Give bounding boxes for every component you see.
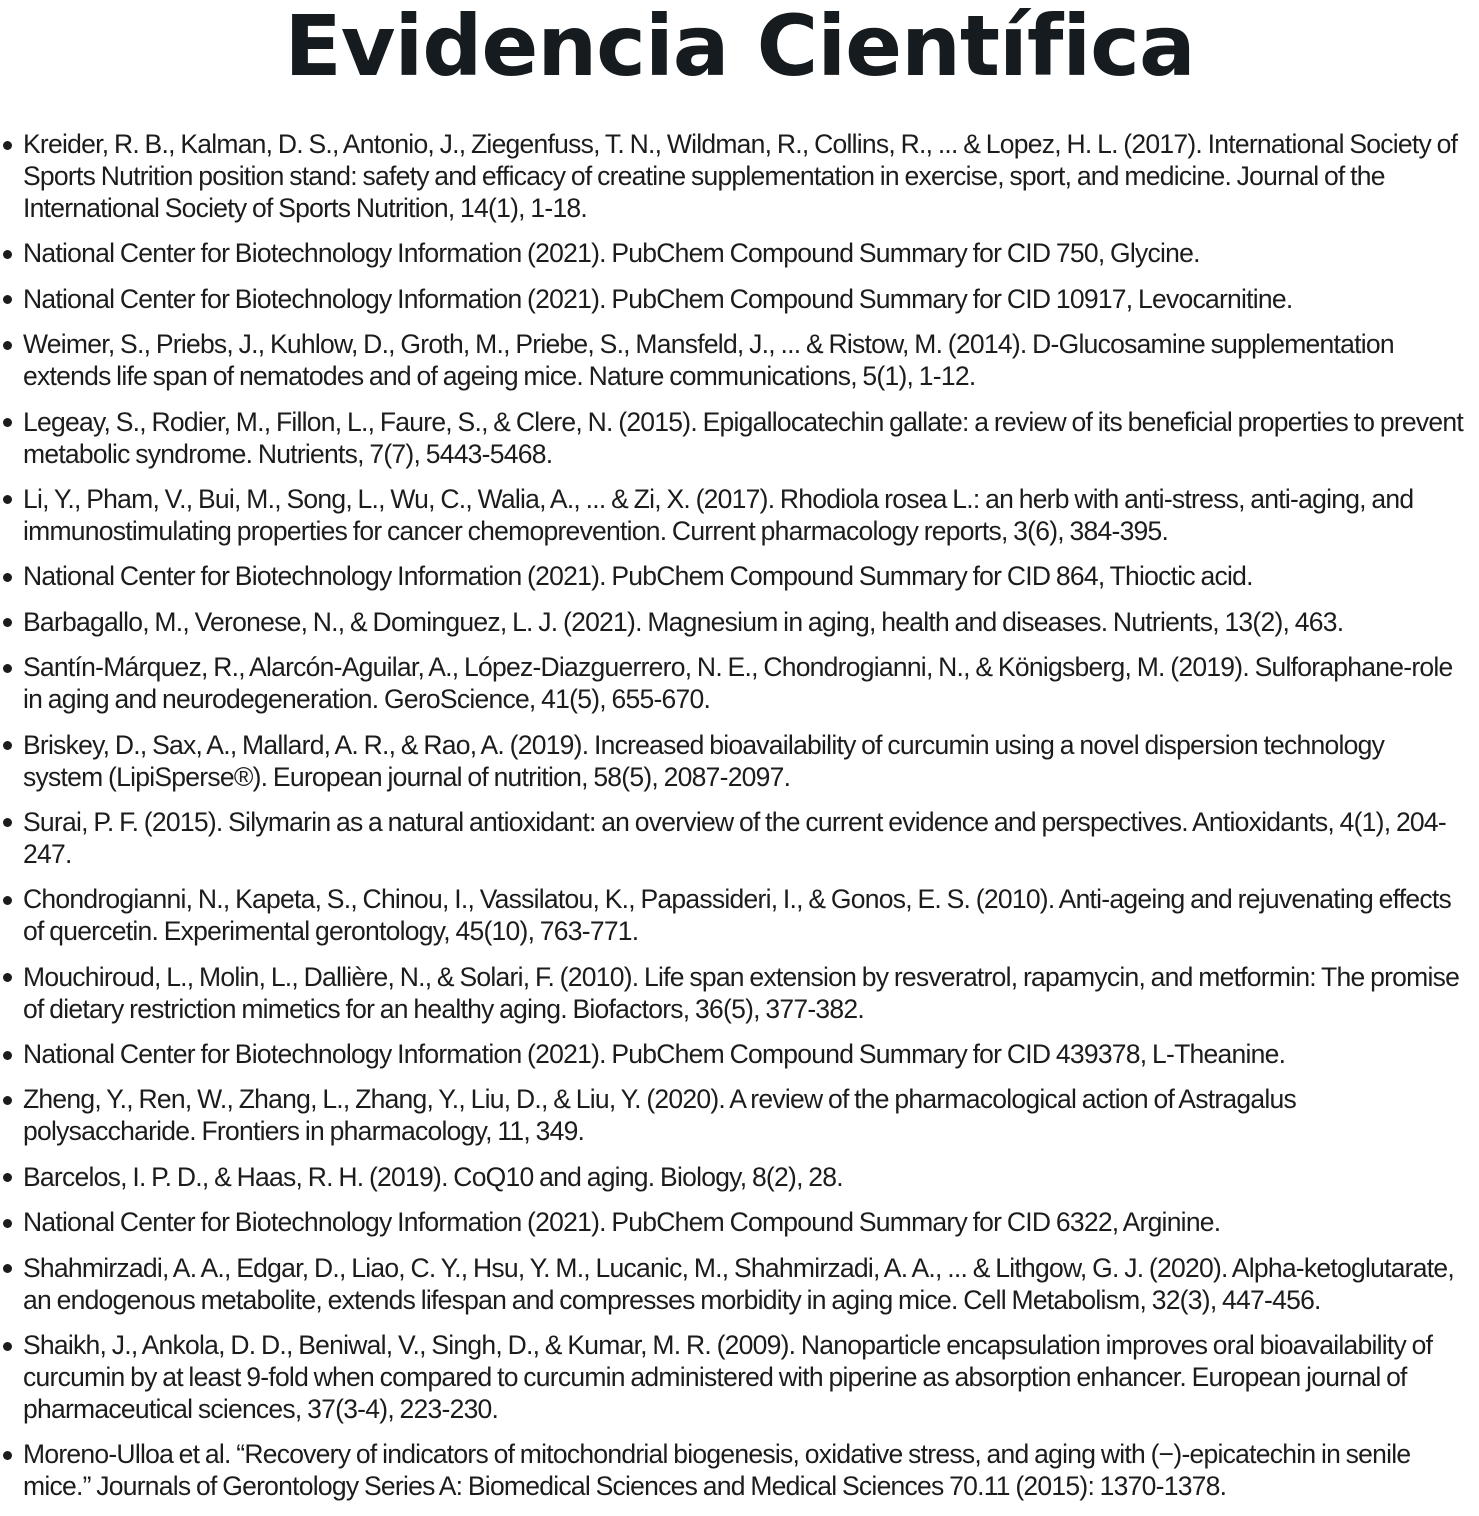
- reference-item: [0, 606, 1466, 638]
- reference-text: Santín-Márquez, R., Alarcón-Aguilar, A., López-Diazguerrero, N. E., Chondrogianni, N., & Königsberg, M. (2019). Sulforaphane-role in aging and neurodegeneration. GeroScience, 41(5), 655-670.: [23, 652, 1453, 715]
- reference-item: [0, 328, 1466, 392]
- reference-item: [0, 560, 1466, 592]
- bullet-icon: [3, 1219, 12, 1228]
- reference-text: National Center for Biotechnology Information (2021). PubChem Compound Summary for CID 6322, Arginine.: [23, 1207, 1221, 1238]
- bullet-icon: [3, 295, 12, 304]
- bullet-icon: [3, 1342, 12, 1351]
- reference-text: Kreider, R. B., Kalman, D. S., Antonio, J., Ziegenfuss, T. N., Wildman, R., Collins, R., ... & Lopez, H. L. (2017). International Society of Sports Nutrition position stand: safety and efficacy of creatine supplementation in exercise, sport, and medicine. Journal of the International Society of Sports Nutrition, 14(1), 1-18.: [23, 129, 1458, 223]
- reference-item: [0, 1329, 1466, 1425]
- reference-item: [0, 406, 1466, 470]
- reference-text: Barcelos, I. P. D., & Haas, R. H. (2019). CoQ10 and aging. Biology, 8(2), 28.: [23, 1161, 843, 1192]
- reference-item: [0, 1161, 1466, 1193]
- bullet-icon: [3, 1451, 12, 1460]
- bullet-icon: [3, 896, 12, 905]
- bullet-icon: [3, 495, 12, 504]
- reference-text: National Center for Biotechnology Information (2021). PubChem Compound Summary for CID 750, Glycine.: [23, 238, 1200, 269]
- reference-text: Moreno-Ulloa et al. “Recovery of indicators of mitochondrial biogenesis, oxidative stress, and aging with (−)-epicatechin in senile mice.” Journals of Gerontology Series A: Biomedical Sciences and Medical Sciences 70.11 (2015): 1370-1378.: [23, 1439, 1411, 1502]
- bullet-icon: [3, 973, 12, 982]
- bullet-icon: [3, 1264, 12, 1273]
- reference-text: Zheng, Y., Ren, W., Zhang, L., Zhang, Y., Liu, D., & Liu, Y. (2020). A review of the pharmacological action of Astragalus polysaccharide. Frontiers in pharmacology, 11, 349.: [23, 1084, 1296, 1147]
- reference-text: Mouchiroud, L., Molin, L., Dallière, N., & Solari, F. (2010). Life span extension by resveratrol, rapamycin, and metformin: The promise of dietary restriction mimetics for an healthy aging. Biofactors, 36(5), 377-382.: [23, 961, 1460, 1024]
- reference-item: [0, 1038, 1466, 1070]
- reference-text: Legeay, S., Rodier, M., Fillon, L., Faure, S., & Clere, N. (2015). Epigallocatechin gallate: a review of its beneficial properties to prevent metabolic syndrome. Nutrients, 7(7), 5443-5468.: [23, 406, 1463, 469]
- bullet-icon: [3, 1096, 12, 1105]
- page-title: Evidencia Científica: [284, 0, 1195, 95]
- reference-text: Shaikh, J., Ankola, D. D., Beniwal, V., Singh, D., & Kumar, M. R. (2009). Nanoparticle encapsulation improves oral bioavailability of curcumin by at least 9-fold when compared to curcumin administered with piperine as absorption enhancer. European journal of pharmaceutical sciences, 37(3-4), 223-230.: [23, 1330, 1433, 1425]
- reference-item: [0, 1206, 1466, 1238]
- reference-item: [0, 483, 1466, 547]
- reference-item: [0, 1438, 1466, 1502]
- reference-item: [0, 651, 1466, 715]
- reference-text: National Center for Biotechnology Information (2021). PubChem Compound Summary for CID 10917, Levocarnitine.: [23, 283, 1293, 314]
- reference-item: [0, 883, 1466, 947]
- bullet-icon: [3, 341, 12, 350]
- reference-text: Barbagallo, M., Veronese, N., & Dominguez, L. J. (2021). Magnesium in aging, health and diseases. Nutrients, 13(2), 463.: [23, 606, 1344, 637]
- reference-text: Surai, P. F. (2015). Silymarin as a natural antioxidant: an overview of the current evidence and perspectives. Antioxidants, 4(1), 204-247.: [23, 806, 1446, 869]
- bullet-icon: [3, 141, 12, 150]
- reference-text: National Center for Biotechnology Information (2021). PubChem Compound Summary for CID 439378, L-Theanine.: [23, 1039, 1286, 1070]
- bullet-icon: [3, 618, 12, 627]
- bullet-icon: [3, 741, 12, 750]
- bullet-icon: [3, 818, 12, 827]
- reference-item: [0, 237, 1466, 269]
- reference-item: [0, 961, 1466, 1025]
- reference-text: Chondrogianni, N., Kapeta, S., Chinou, I., Vassilatou, K., Papassideri, I., & Gonos, E. S. (2010). Anti-ageing and rejuvenating effects of quercetin. Experimental gerontology, 45(10), 763-771.: [23, 884, 1451, 947]
- reference-text: Li, Y., Pham, V., Bui, M., Song, L., Wu, C., Walia, A., ... & Zi, X. (2017). Rhodiola rosea L.: an herb with anti-stress, anti-aging, and immunostimulating properties for cancer chemoprevention. Current pharmacology reports, 3(6), 384-395.: [23, 483, 1414, 546]
- reference-item: [0, 1252, 1466, 1316]
- bullet-icon: [3, 250, 12, 259]
- reference-text: Weimer, S., Priebs, J., Kuhlow, D., Groth, M., Priebe, S., Mansfeld, J., ... & Ristow, M. (2014). D-Glucosamine supplementation extends life span of nematodes and of ageing mice. Nature communications, 5(1), 1-12.: [23, 329, 1394, 392]
- reference-item: [0, 806, 1466, 870]
- reference-item: [0, 729, 1466, 793]
- bullet-icon: [3, 1051, 12, 1060]
- reference-item: [0, 1083, 1466, 1147]
- bullet-icon: [3, 418, 12, 427]
- bullet-icon: [3, 664, 12, 673]
- reference-item: [0, 283, 1466, 315]
- reference-text: National Center for Biotechnology Information (2021). PubChem Compound Summary for CID 864, Thioctic acid.: [23, 561, 1253, 592]
- bullet-icon: [3, 1173, 12, 1182]
- reference-text: Shahmirzadi, A. A., Edgar, D., Liao, C. Y., Hsu, Y. M., Lucanic, M., Shahmirzadi, A. A., ... & Lithgow, G. J. (2020). Alpha-ketoglutarate, an endogenous metabolite, extends lifespan and compresses morbidity in aging mice. Cell Metabolism, 32(3), 447-456.: [23, 1252, 1454, 1315]
- reference-text: Briskey, D., Sax, A., Mallard, A. R., & Rao, A. (2019). Increased bioavailability of curcumin using a novel dispersion technology system (LipiSperse®). European journal of nutrition, 58(5), 2087-2097.: [23, 729, 1385, 792]
- reference-list: [0, 128, 1466, 1516]
- bullet-icon: [3, 573, 12, 582]
- reference-item: [0, 128, 1466, 224]
